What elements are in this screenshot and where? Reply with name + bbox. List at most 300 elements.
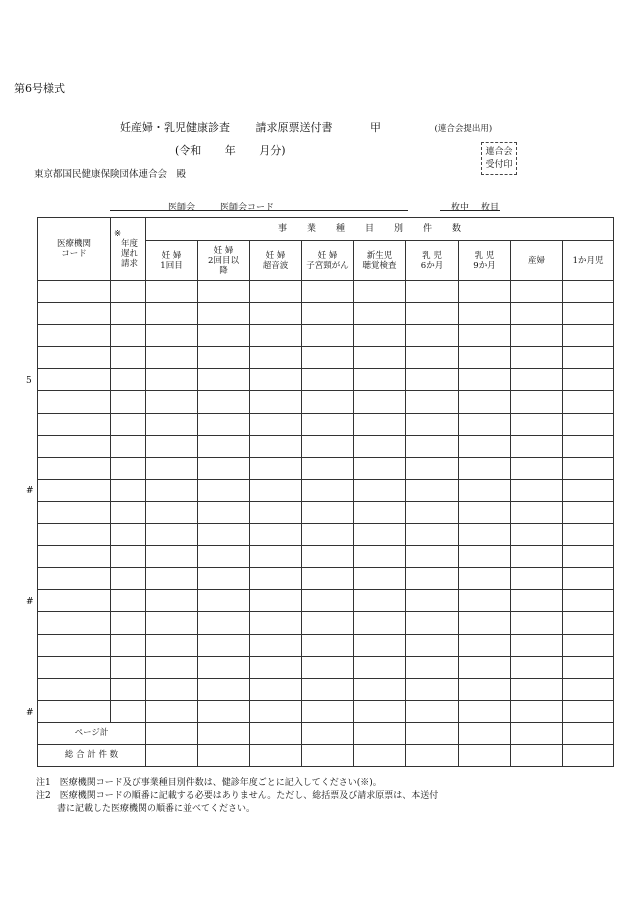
count-cell[interactable] [354,457,406,479]
total-cell[interactable] [146,722,198,744]
count-cell[interactable] [302,479,354,501]
count-cell[interactable] [459,524,511,546]
count-cell[interactable] [459,568,511,590]
event-col-header: 妊 婦 2回目以 降 [198,241,250,281]
total-cell[interactable] [459,722,511,744]
count-cell[interactable] [146,435,198,457]
event-col-header: 妊 婦 1回目 [146,241,198,281]
count-cell[interactable] [250,700,302,722]
count-cell[interactable] [511,568,563,590]
count-cell[interactable] [302,656,354,678]
table-row [38,590,614,612]
institution-code-cell[interactable] [38,369,111,391]
count-cell[interactable] [146,325,198,347]
count-cell[interactable] [511,457,563,479]
count-cell[interactable] [459,634,511,656]
late-claim-cell[interactable] [111,501,146,523]
count-cell[interactable] [302,281,354,303]
count-cell[interactable] [198,303,250,325]
count-cell[interactable] [459,678,511,700]
count-cell[interactable] [563,678,614,700]
count-cell[interactable] [406,590,459,612]
count-cell[interactable] [563,524,614,546]
count-cell[interactable] [511,369,563,391]
total-cell[interactable] [250,744,302,766]
count-cell[interactable] [459,303,511,325]
note-2: 注2 医療機関コードの順番に記載する必要はありません。ただし、総括票及び請求原票は、本送付 [36,791,439,801]
table-row [38,678,614,700]
count-cell[interactable] [146,391,198,413]
late-claim-cell[interactable] [111,325,146,347]
table-row [38,656,614,678]
count-cell[interactable] [563,391,614,413]
title-sub: 請求原票送付書 [255,121,333,134]
count-cell[interactable] [406,479,459,501]
table-row [38,546,614,568]
grand-total-row [38,744,614,766]
count-cell[interactable] [250,634,302,656]
late-claim-cell[interactable] [111,435,146,457]
count-cell[interactable] [459,546,511,568]
count-cell[interactable] [511,435,563,457]
institution-code-cell[interactable] [38,479,111,501]
count-cell[interactable] [354,435,406,457]
count-cell[interactable] [198,435,250,457]
institution-code-header: 医療機関 コード [38,218,111,281]
count-cell[interactable] [563,568,614,590]
institution-code-cell[interactable] [38,678,111,700]
title-row [120,119,514,135]
count-cell[interactable] [563,369,614,391]
count-cell[interactable] [563,325,614,347]
page-total-row [38,722,614,744]
late-claim-cell[interactable] [111,634,146,656]
count-cell[interactable] [198,479,250,501]
total-cell[interactable] [354,722,406,744]
late-claim-cell[interactable] [111,391,146,413]
receipt-stamp-box [481,142,517,175]
event-type-header: 事業種目別件数 [146,218,614,241]
count-cell[interactable] [354,369,406,391]
institution-code-cell[interactable] [38,281,111,303]
event-col-header: 産婦 [511,241,563,281]
late-claim-label: 年度 遅れ 請求 [120,239,138,269]
count-cell[interactable] [250,590,302,612]
count-cell[interactable] [146,347,198,369]
count-cell[interactable] [250,501,302,523]
count-cell[interactable] [406,568,459,590]
total-cell[interactable] [302,722,354,744]
total-cell[interactable] [511,744,563,766]
count-cell[interactable] [354,700,406,722]
row-mark: # [26,597,34,607]
count-cell[interactable] [302,678,354,700]
count-cell[interactable] [250,656,302,678]
count-cell[interactable] [302,457,354,479]
count-cell[interactable] [406,656,459,678]
count-cell[interactable] [511,524,563,546]
count-cell[interactable] [198,590,250,612]
count-cell[interactable] [406,281,459,303]
count-cell[interactable] [406,524,459,546]
event-col-header: 乳 児 9か月 [459,241,511,281]
count-cell[interactable] [406,347,459,369]
table-row [38,501,614,523]
count-cell[interactable] [146,568,198,590]
late-claim-cell[interactable] [111,612,146,634]
count-cell[interactable] [354,303,406,325]
count-cell[interactable] [250,479,302,501]
count-cell[interactable] [250,325,302,347]
table-row [38,568,614,590]
count-cell[interactable] [406,303,459,325]
count-cell[interactable] [302,369,354,391]
count-cell[interactable] [511,325,563,347]
count-cell[interactable] [250,303,302,325]
event-col-header: 妊 婦 子宮頸がん [302,241,354,281]
total-cell[interactable] [354,744,406,766]
count-cell[interactable] [459,391,511,413]
count-cell[interactable] [563,590,614,612]
count-cell[interactable] [511,546,563,568]
count-cell[interactable] [459,590,511,612]
count-cell[interactable] [198,413,250,435]
count-cell[interactable] [302,590,354,612]
count-cell[interactable] [354,413,406,435]
count-cell[interactable] [354,678,406,700]
count-cell[interactable] [198,612,250,634]
count-cell[interactable] [302,435,354,457]
count-cell[interactable] [563,479,614,501]
table-row [38,700,614,722]
count-cell[interactable] [354,546,406,568]
row-mark: 5 [26,376,32,386]
total-cell[interactable] [406,722,459,744]
institution-code-cell[interactable] [38,656,111,678]
year-label: 年 [224,144,236,157]
count-cell[interactable] [459,457,511,479]
count-cell[interactable] [250,281,302,303]
count-cell[interactable] [198,524,250,546]
total-cell[interactable] [198,722,250,744]
late-claim-cell[interactable] [111,281,146,303]
count-cell[interactable] [511,391,563,413]
count-cell[interactable] [459,369,511,391]
count-cell[interactable] [354,524,406,546]
count-cell[interactable] [250,391,302,413]
page-total-label: ページ計 [38,722,146,744]
count-cell[interactable] [302,391,354,413]
total-cell[interactable] [146,744,198,766]
late-claim-cell[interactable] [111,678,146,700]
count-cell[interactable] [198,457,250,479]
count-cell[interactable] [146,413,198,435]
count-cell[interactable] [406,369,459,391]
count-cell[interactable] [250,568,302,590]
count-cell[interactable] [198,678,250,700]
count-cell[interactable] [511,700,563,722]
count-cell[interactable] [459,325,511,347]
count-cell[interactable] [354,612,406,634]
count-cell[interactable] [511,413,563,435]
institution-code-cell[interactable] [38,524,111,546]
count-cell[interactable] [198,369,250,391]
pages-line[interactable] [440,210,500,211]
table-row [38,369,614,391]
count-cell[interactable] [511,281,563,303]
count-cell[interactable] [563,347,614,369]
count-cell[interactable] [563,634,614,656]
institution-code-cell[interactable] [38,457,111,479]
table-row [38,325,614,347]
total-cell[interactable] [563,744,614,766]
count-cell[interactable] [250,369,302,391]
count-cell[interactable] [250,524,302,546]
count-cell[interactable] [563,501,614,523]
count-cell[interactable] [250,413,302,435]
count-cell[interactable] [354,347,406,369]
count-cell[interactable] [250,457,302,479]
count-cell[interactable] [406,457,459,479]
count-cell[interactable] [563,303,614,325]
count-cell[interactable] [354,634,406,656]
count-cell[interactable] [354,391,406,413]
total-cell[interactable] [459,744,511,766]
late-claim-cell[interactable] [111,568,146,590]
table-row [38,281,614,303]
count-cell[interactable] [354,501,406,523]
billing-table [37,217,614,767]
count-cell[interactable] [146,501,198,523]
count-cell[interactable] [302,325,354,347]
count-cell[interactable] [198,325,250,347]
count-cell[interactable] [302,546,354,568]
count-cell[interactable] [302,700,354,722]
form-number: 第6号様式 [14,82,65,95]
count-cell[interactable] [563,612,614,634]
late-claim-header [111,218,146,281]
total-cell[interactable] [406,744,459,766]
count-cell[interactable] [198,546,250,568]
notes [36,777,438,816]
count-cell[interactable] [563,546,614,568]
count-cell[interactable] [146,546,198,568]
table-row [38,391,614,413]
institution-code-cell[interactable] [38,634,111,656]
event-col-header: 1か月児 [563,241,614,281]
count-cell[interactable] [511,501,563,523]
row-mark: # [26,708,34,718]
grand-total-label: 総 合 計 件 数 [38,744,146,766]
late-claim-cell[interactable] [111,479,146,501]
count-cell[interactable] [459,413,511,435]
count-cell[interactable] [250,347,302,369]
count-cell[interactable] [146,369,198,391]
medical-assoc-code-label: 医師会コード [220,203,275,213]
count-cell[interactable] [146,479,198,501]
table-row [38,479,614,501]
institution-code-cell[interactable] [38,501,111,523]
count-cell[interactable] [459,347,511,369]
count-cell[interactable] [563,435,614,457]
count-cell[interactable] [354,590,406,612]
count-cell[interactable] [406,678,459,700]
count-cell[interactable] [146,457,198,479]
stamp-line1: 連合会 [485,147,513,157]
count-cell[interactable] [250,546,302,568]
table-row [38,612,614,634]
table-row [38,347,614,369]
count-cell[interactable] [459,435,511,457]
count-cell[interactable] [354,568,406,590]
late-claim-cell[interactable] [111,700,146,722]
count-cell[interactable] [511,590,563,612]
count-cell[interactable] [146,700,198,722]
total-cell[interactable] [563,722,614,744]
reiwa-label: (令和 [175,144,202,157]
count-cell[interactable] [511,656,563,678]
month-label: 月分) [259,144,286,157]
count-cell[interactable] [302,501,354,523]
count-cell[interactable] [459,656,511,678]
count-cell[interactable] [511,479,563,501]
institution-code-cell[interactable] [38,700,111,722]
count-cell[interactable] [302,568,354,590]
table-row [38,303,614,325]
count-cell[interactable] [250,612,302,634]
count-cell[interactable] [302,612,354,634]
count-cell[interactable] [146,303,198,325]
count-cell[interactable] [511,678,563,700]
count-cell[interactable] [406,391,459,413]
institution-code-cell[interactable] [38,347,111,369]
institution-code-cell[interactable] [38,413,111,435]
institution-code-cell[interactable] [38,391,111,413]
count-cell[interactable] [146,590,198,612]
count-cell[interactable] [406,435,459,457]
total-cell[interactable] [198,744,250,766]
count-cell[interactable] [302,347,354,369]
count-cell[interactable] [250,435,302,457]
row-mark: # [26,486,34,496]
count-cell[interactable] [302,413,354,435]
institution-code-cell[interactable] [38,612,111,634]
note-2-cont: 書に記載した医療機関の順番に並べてください。 [57,804,256,814]
institution-code-cell[interactable] [38,568,111,590]
count-cell[interactable] [563,700,614,722]
count-cell[interactable] [302,524,354,546]
total-cell[interactable] [302,744,354,766]
title-main: 妊産婦・乳児健康診査 [120,121,230,134]
late-claim-cell[interactable] [111,546,146,568]
count-cell[interactable] [511,612,563,634]
count-cell[interactable] [511,303,563,325]
event-col-header: 妊 婦 超音波 [250,241,302,281]
count-cell[interactable] [459,479,511,501]
late-claim-cell[interactable] [111,457,146,479]
stamp-line2: 受付印 [485,160,513,170]
title-kou: 甲 [370,121,381,134]
total-cell[interactable] [511,722,563,744]
count-cell[interactable] [354,325,406,347]
submit-label: (連合会提出用) [434,124,493,134]
institution-code-cell[interactable] [38,303,111,325]
count-cell[interactable] [146,281,198,303]
late-claim-cell[interactable] [111,524,146,546]
late-claim-cell[interactable] [111,656,146,678]
count-cell[interactable] [406,700,459,722]
count-cell[interactable] [302,634,354,656]
count-cell[interactable] [563,457,614,479]
count-cell[interactable] [146,524,198,546]
count-cell[interactable] [406,612,459,634]
count-cell[interactable] [459,501,511,523]
count-cell[interactable] [563,281,614,303]
count-cell[interactable] [406,546,459,568]
table-row [38,457,614,479]
institution-code-cell[interactable] [38,325,111,347]
institution-code-cell[interactable] [38,546,111,568]
count-cell[interactable] [511,634,563,656]
event-col-header: 新生児 聴覚検査 [354,241,406,281]
table-body [38,281,614,723]
count-cell[interactable] [146,656,198,678]
count-cell[interactable] [146,634,198,656]
count-cell[interactable] [354,479,406,501]
count-cell[interactable] [563,413,614,435]
late-claim-cell[interactable] [111,413,146,435]
count-cell[interactable] [406,501,459,523]
medical-assoc-line[interactable] [110,210,408,211]
count-cell[interactable] [198,347,250,369]
count-cell[interactable] [198,391,250,413]
late-claim-cell[interactable] [111,303,146,325]
count-cell[interactable] [459,612,511,634]
institution-code-cell[interactable] [38,435,111,457]
count-cell[interactable] [198,501,250,523]
count-cell[interactable] [198,656,250,678]
count-cell[interactable] [198,568,250,590]
page-number-label: 枚目 [481,203,500,213]
late-claim-cell[interactable] [111,590,146,612]
count-cell[interactable] [406,413,459,435]
count-cell[interactable] [354,281,406,303]
event-col-header: 乳 児 6か月 [406,241,459,281]
count-cell[interactable] [302,303,354,325]
total-cell[interactable] [250,722,302,744]
count-cell[interactable] [354,656,406,678]
count-cell[interactable] [198,281,250,303]
table-row [38,524,614,546]
count-cell[interactable] [563,656,614,678]
count-cell[interactable] [511,347,563,369]
count-cell[interactable] [146,678,198,700]
count-cell[interactable] [146,612,198,634]
count-cell[interactable] [406,634,459,656]
table-row [38,634,614,656]
count-cell[interactable] [250,678,302,700]
count-cell[interactable] [198,700,250,722]
count-cell[interactable] [459,281,511,303]
late-claim-cell[interactable] [111,347,146,369]
late-claim-cell[interactable] [111,369,146,391]
count-cell[interactable] [198,634,250,656]
count-cell[interactable] [406,325,459,347]
count-cell[interactable] [459,700,511,722]
note-1: 注1 医療機関コード及び事業種目別件数は、健診年度ごとに記入してください(※)。 [36,778,382,788]
medical-assoc-label: 医師会 [168,203,196,213]
institution-code-cell[interactable] [38,590,111,612]
